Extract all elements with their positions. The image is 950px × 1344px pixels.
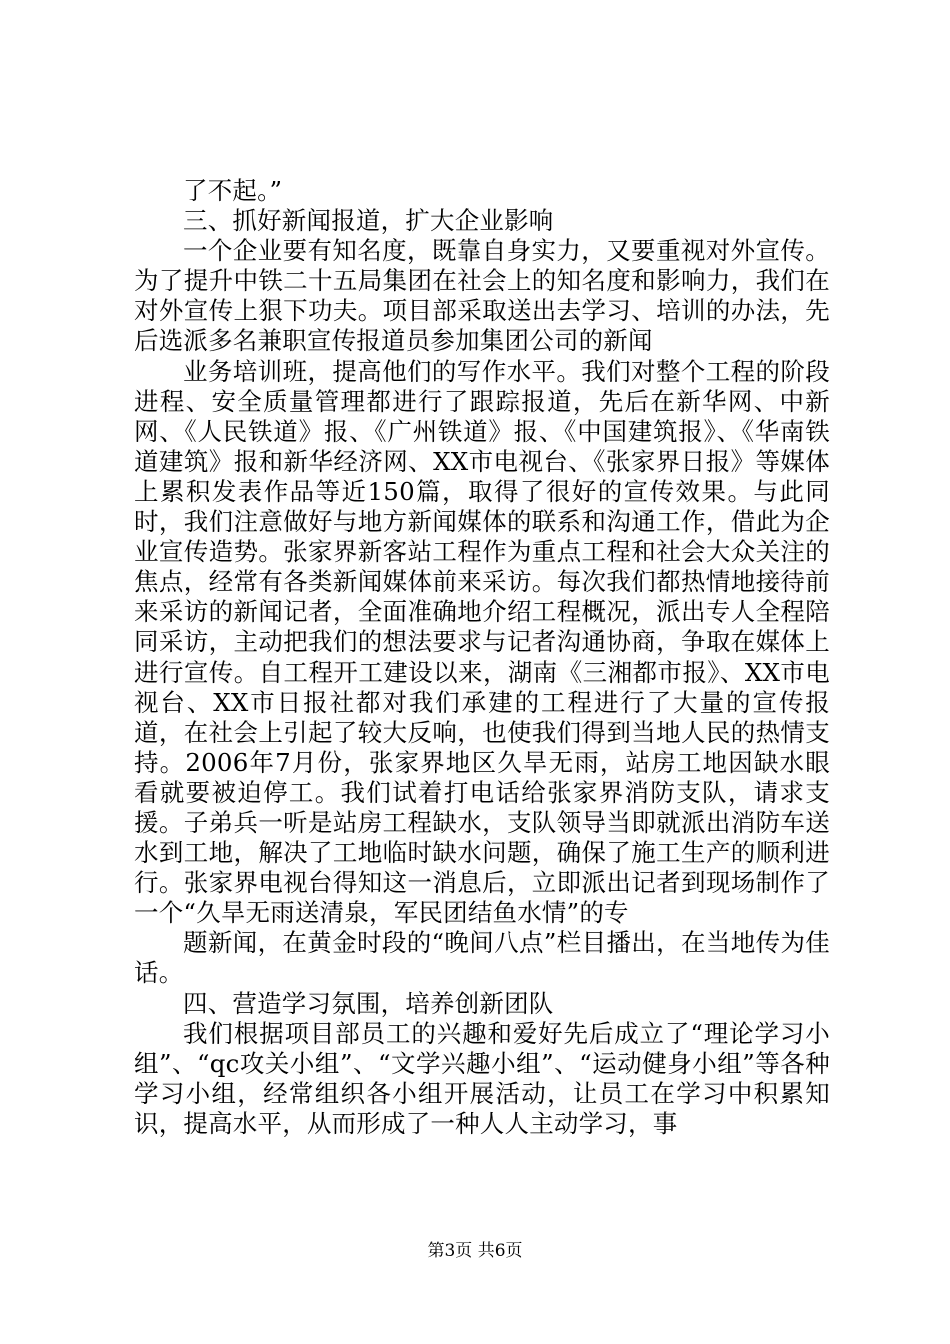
paragraph-publicity: 一个企业要有知名度，既靠自身实力，又要重视对外宣传。为了提升中铁二十五局集团在社会上的知名度和影响力，我们在对外宣传上狠下功夫。项目部采取送出去学习、培训的办法，先后选派多名兼职宣传报道员参加集团公司的新闻 — [134, 236, 830, 356]
document-body — [134, 176, 830, 1139]
paragraph-closing-quote: 了不起。” — [183, 176, 283, 205]
page-number-footer: 第3页 共6页 — [427, 1241, 523, 1261]
paragraph-special-news: 题新闻，在黄金时段的“晚间八点”栏目播出，在当地传为佳话。 — [134, 928, 830, 988]
paragraph-media-coverage: 业务培训班，提高他们的写作水平。我们对整个工程的阶段进程、安全质量管理都进行了跟踪报道，先后在新华网、中新网、《人民铁道》报、《广州铁道》报、《中国建筑报》、《华南铁道建筑》报和新华经济网、XX市电视台、《张家界日报》等媒体上累积发表作品等近150篇，取得了很好的宣传效果。与此同时，我们注意做好与地方新闻媒体的联系和沟通工作，借此为企业宣传造势。张家界新客站工程作为重点工程和社会大众关注的焦点，经常有各类新闻媒体前来采访。每次我们都热情地接待前来采访的新闻记者，全面准确地介绍工程概况，派出专人全程陪同采访，主动把我们的想法要求与记者沟通协商，争取在媒体上进行宣传。自工程开工建设以来，湖南《三湘都市报》、XX市电视台、XX市日报社都对我们承建的工程进行了大量的宣传报道，在社会上引起了较大反响，也使我们得到当地人民的热情支持。2006年7月份，张家界地区久旱无雨，站房工地因缺水眼看就要被迫停工。我们试着打电话给张家界消防支队，请求支援。子弟兵一听是站房工程缺水，支队领导当即就派出消防车送水到工地，解决了工地临时缺水问题，确保了施工生产的顺利进行。张家界电视台得知这一消息后，立即派出记者到现场制作了一个“久旱无雨送清泉，军民团结鱼水情”的专 — [134, 356, 830, 928]
paragraph-study-groups: 我们根据项目部员工的兴趣和爱好先后成立了“理论学习小组”、“qc攻关小组”、“文学兴趣小组”、“运动健身小组”等各种学习小组，经常组织各小组开展活动，让员工在学习中积累知识，提高水平，从而形成了一种人人主动学习，事 — [134, 1018, 830, 1138]
section-heading-news: 三、抓好新闻报道，扩大企业影响 — [183, 206, 554, 236]
section-heading-learning: 四、营造学习氛围，培养创新团队 — [183, 988, 554, 1018]
